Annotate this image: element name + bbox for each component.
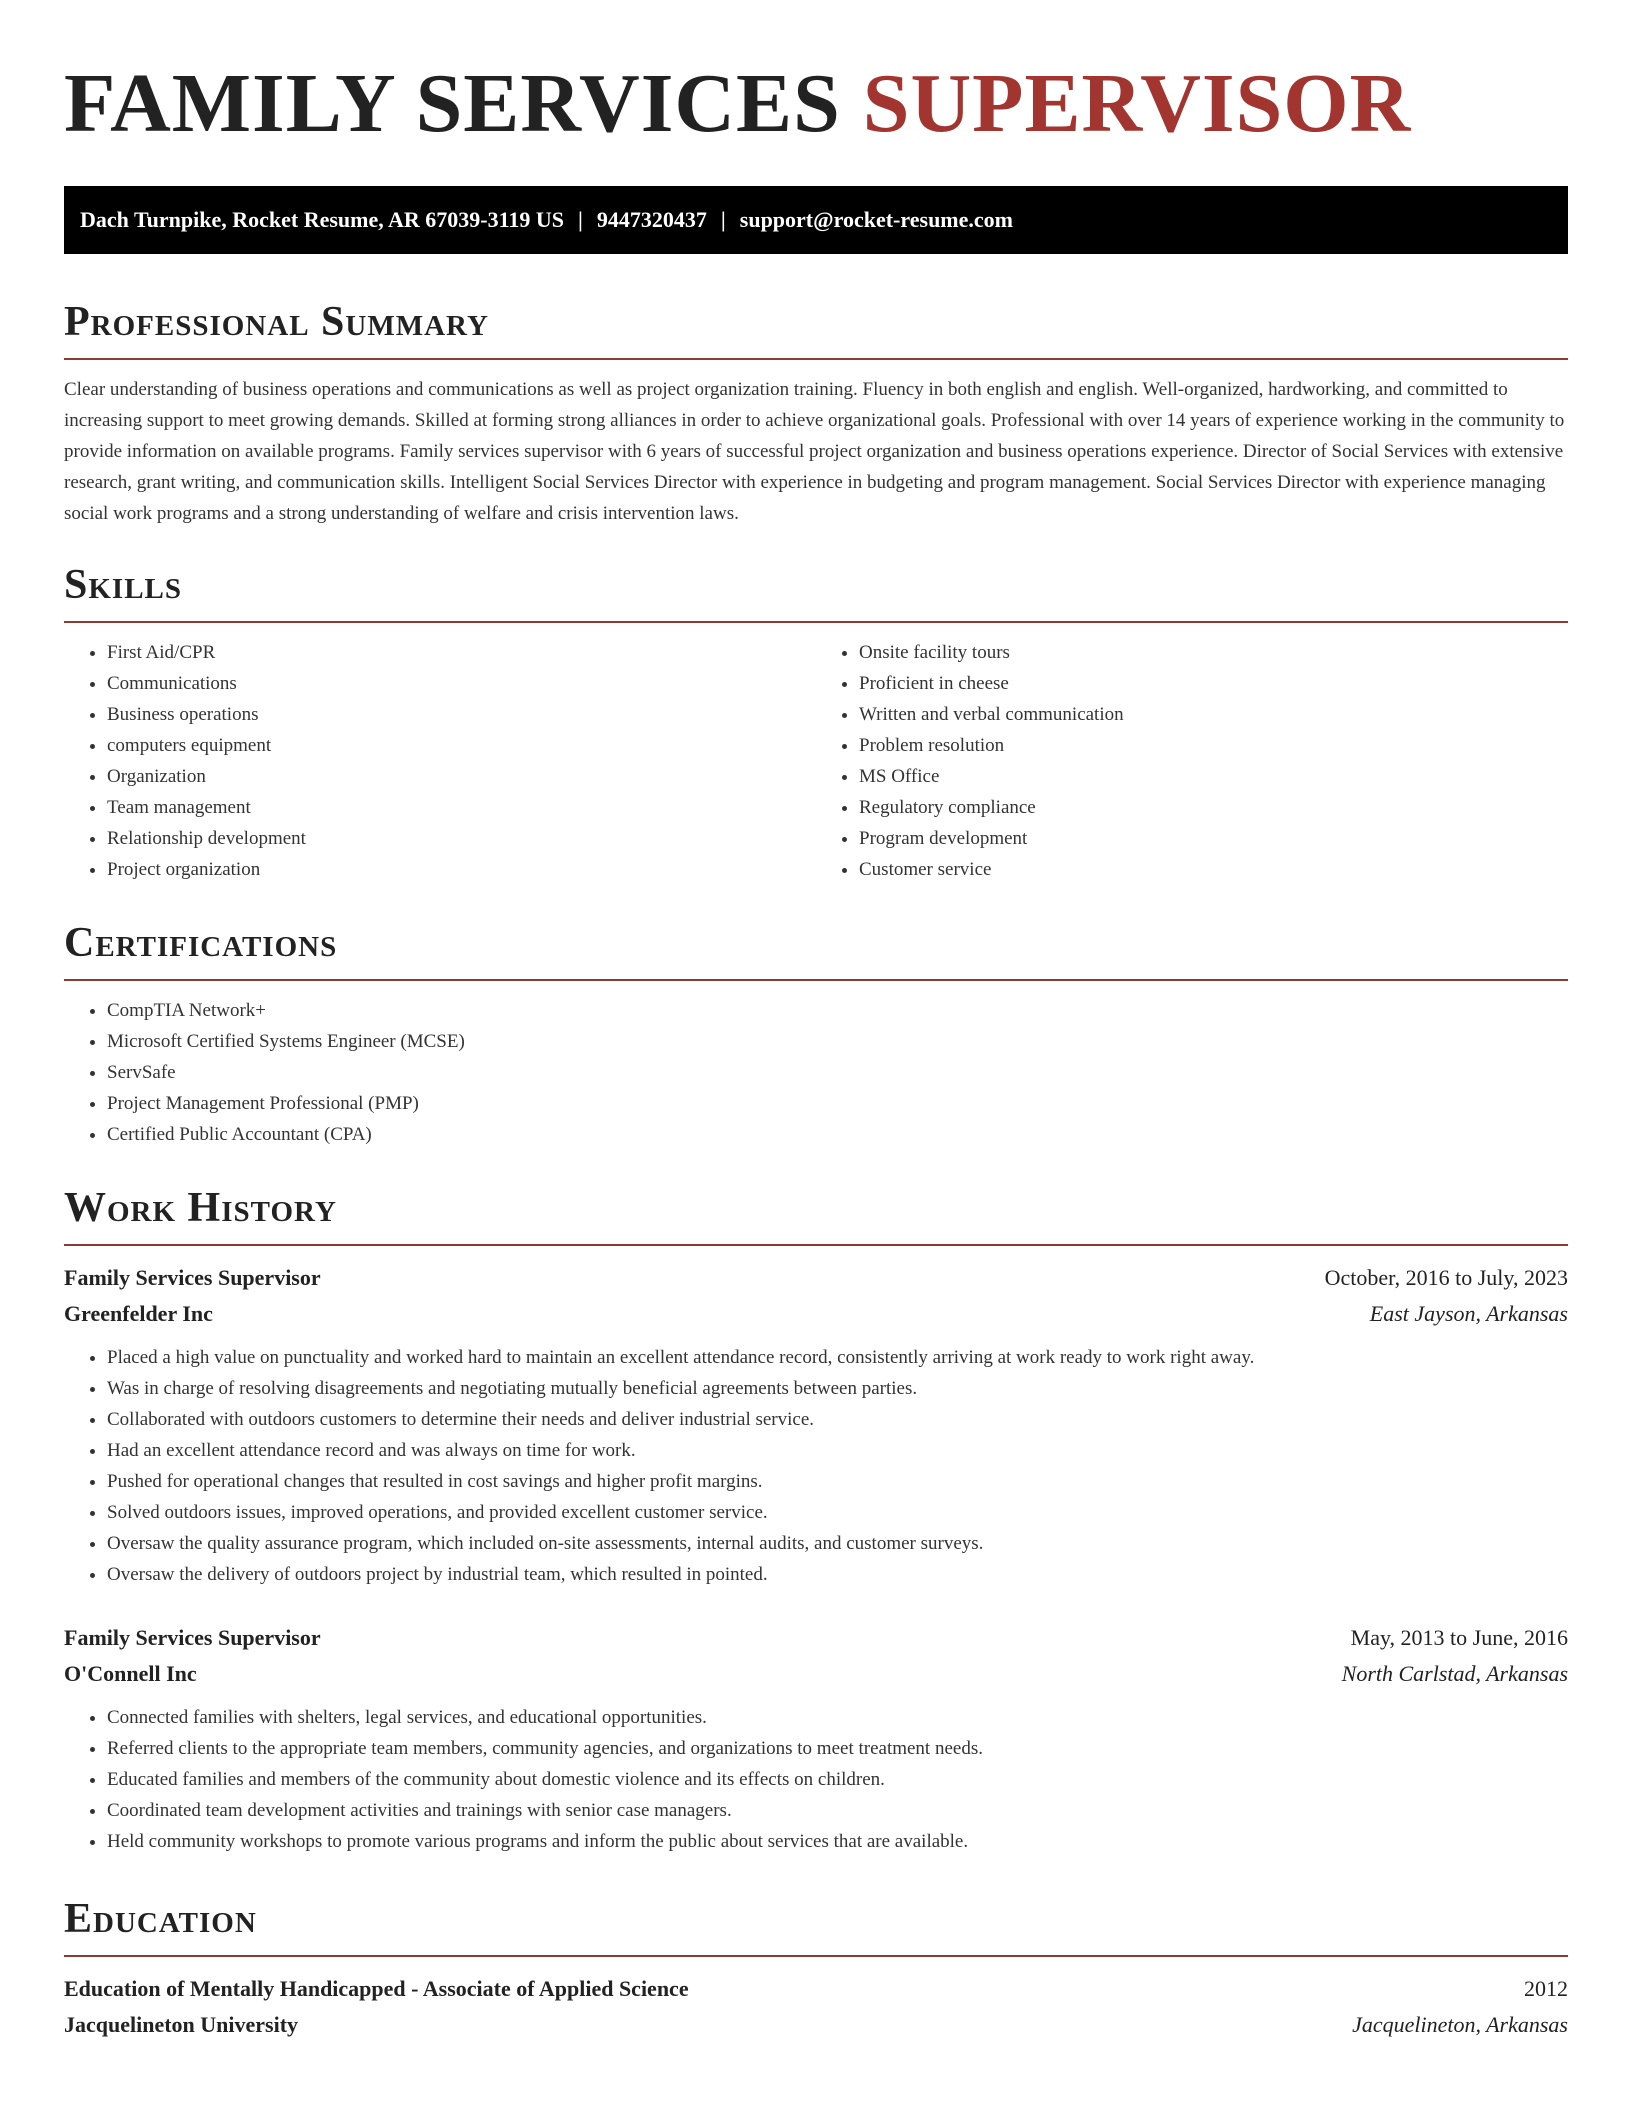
section-divider <box>64 1955 1568 1957</box>
job-duties-list <box>64 1702 1568 1857</box>
job-location: North Carlstad, Arkansas <box>1341 1661 1568 1686</box>
job-duty-item: • Oversaw the delivery of outdoors project by industrial team, which resulted in pointed. <box>107 1559 1568 1590</box>
title-accent: SUPERVISOR <box>862 57 1412 150</box>
job-duty-item: • Pushed for operational changes that resulted in cost savings and higher profit margins. <box>107 1466 1568 1497</box>
job-dates: May, 2013 to June, 2016 <box>1350 1625 1568 1650</box>
education-degree-row <box>64 1971 1568 2007</box>
skill-item: • Problem resolution <box>859 730 1568 761</box>
skills-list-right <box>816 637 1568 885</box>
job-duty-item: • Had an excellent attendance record and was always on time for work. <box>107 1435 1568 1466</box>
skills-column-right <box>816 637 1568 885</box>
job-duty-item: • Was in charge of resolving disagreements and negotiating mutually beneficial agreements between parties. <box>107 1373 1568 1404</box>
skill-item: • Project organization <box>107 854 816 885</box>
resume-title <box>64 56 1568 152</box>
contact-separator: | <box>578 207 583 232</box>
job-company: O'Connell Inc <box>64 1661 197 1686</box>
skill-item: • Business operations <box>107 699 816 730</box>
job-header-row <box>64 1260 1568 1296</box>
job-entry <box>64 1260 1568 1590</box>
education-year: 2012 <box>1524 1976 1568 2001</box>
section-divider <box>64 1244 1568 1246</box>
skills-grid <box>64 637 1568 885</box>
skill-item: • Onsite facility tours <box>859 637 1568 668</box>
summary-section <box>64 298 1568 529</box>
job-duty-item: • Educated families and members of the community about domestic violence and its effects on children. <box>107 1764 1568 1795</box>
certification-item: • Certified Public Accountant (CPA) <box>107 1119 1568 1150</box>
section-divider <box>64 621 1568 623</box>
job-duty-item: • Placed a high value on punctuality and worked hard to maintain an excellent attendance record, consistently arriving at work ready to work right away. <box>107 1342 1568 1373</box>
job-duty-item: • Coordinated team development activities and trainings with senior case managers. <box>107 1795 1568 1826</box>
education-degree: Education of Mentally Handicapped - Associate of Applied Science <box>64 1976 689 2001</box>
job-company-row <box>64 1296 1568 1332</box>
contact-address: Dach Turnpike, Rocket Resume, AR 67039-3119 US <box>80 207 565 232</box>
summary-heading: Professional Summary <box>64 299 489 345</box>
summary-text: Clear understanding of business operations and communications as well as project organization training. Fluency in both english and english. Well-organized, hardworking, and committed to increasing support to meet growing demands. Skilled at forming strong alliances in order to achieve organizational goals. Professional with over 14 years of experience working in the community to provide information on available programs. Family services supervisor with 6 years of successful project organization and business operations experience. Director of Social Services with extensive research, grant writing, and communication skills. Intelligent Social Services Director with experience in budgeting and program management. Social Services Director with experience managing social work programs and a strong understanding of welfare and crisis intervention laws. <box>64 379 1565 524</box>
skill-item: • Relationship development <box>107 823 816 854</box>
skill-item: • Organization <box>107 761 816 792</box>
job-dates: October, 2016 to July, 2023 <box>1324 1265 1568 1290</box>
job-company: Greenfelder Inc <box>64 1301 213 1326</box>
work-history-heading: Work History <box>64 1185 337 1231</box>
job-location: East Jayson, Arkansas <box>1369 1301 1568 1326</box>
job-company-row <box>64 1656 1568 1692</box>
job-duty-item: • Collaborated with outdoors customers to determine their needs and deliver industrial service. <box>107 1404 1568 1435</box>
skills-heading: Skills <box>64 562 183 608</box>
skill-item: • Program development <box>859 823 1568 854</box>
certifications-list <box>64 995 1568 1150</box>
education-school-row <box>64 2007 1568 2043</box>
education-school: Jacquelineton University <box>64 2012 299 2037</box>
skill-item: • Team management <box>107 792 816 823</box>
work-history-section <box>64 1184 1568 1857</box>
job-header-row <box>64 1620 1568 1656</box>
skill-item: • First Aid/CPR <box>107 637 816 668</box>
job-duty-item: • Solved outdoors issues, improved operations, and provided excellent customer service. <box>107 1497 1568 1528</box>
section-divider <box>64 358 1568 360</box>
education-location: Jacquelineton, Arkansas <box>1352 2012 1568 2037</box>
contact-separator: | <box>720 207 726 232</box>
job-title: Family Services Supervisor <box>64 1625 321 1650</box>
certifications-section <box>64 919 1568 1150</box>
education-section <box>64 1895 1568 2043</box>
skill-item: • Regulatory compliance <box>859 792 1568 823</box>
certification-item: • Project Management Professional (PMP) <box>107 1088 1568 1119</box>
contact-email: support@rocket-resume.com <box>739 207 1013 232</box>
job-duty-item: • Referred clients to the appropriate team members, community agencies, and organizations to meet treatment needs. <box>107 1733 1568 1764</box>
certification-item: • Microsoft Certified Systems Engineer (MCSE) <box>107 1026 1568 1057</box>
job-title: Family Services Supervisor <box>64 1265 321 1290</box>
skill-item: • Proficient in cheese <box>859 668 1568 699</box>
contact-phone: 9447320437 <box>596 207 707 232</box>
skills-column-left <box>64 637 816 885</box>
education-heading: Education <box>64 1896 257 1942</box>
title-main: FAMILY SERVICES <box>64 57 841 150</box>
skill-item: • computers equipment <box>107 730 816 761</box>
job-duty-item: • Oversaw the quality assurance program, which included on-site assessments, internal audits, and customer surveys. <box>107 1528 1568 1559</box>
section-divider <box>64 979 1568 981</box>
certification-item: • ServSafe <box>107 1057 1568 1088</box>
skill-item: • MS Office <box>859 761 1568 792</box>
contact-bar <box>64 186 1568 254</box>
skill-item: • Customer service <box>859 854 1568 885</box>
job-duty-item: • Held community workshops to promote various programs and inform the public about services that are available. <box>107 1826 1568 1857</box>
skill-item: • Written and verbal communication <box>859 699 1568 730</box>
skills-section <box>64 561 1568 885</box>
skills-list-left <box>64 637 816 885</box>
job-entry <box>64 1620 1568 1857</box>
job-duty-item: • Connected families with shelters, legal services, and educational opportunities. <box>107 1702 1568 1733</box>
job-duties-list <box>64 1342 1568 1590</box>
skill-item: • Communications <box>107 668 816 699</box>
certification-item: • CompTIA Network+ <box>107 995 1568 1026</box>
certifications-heading: Certifications <box>64 920 338 966</box>
